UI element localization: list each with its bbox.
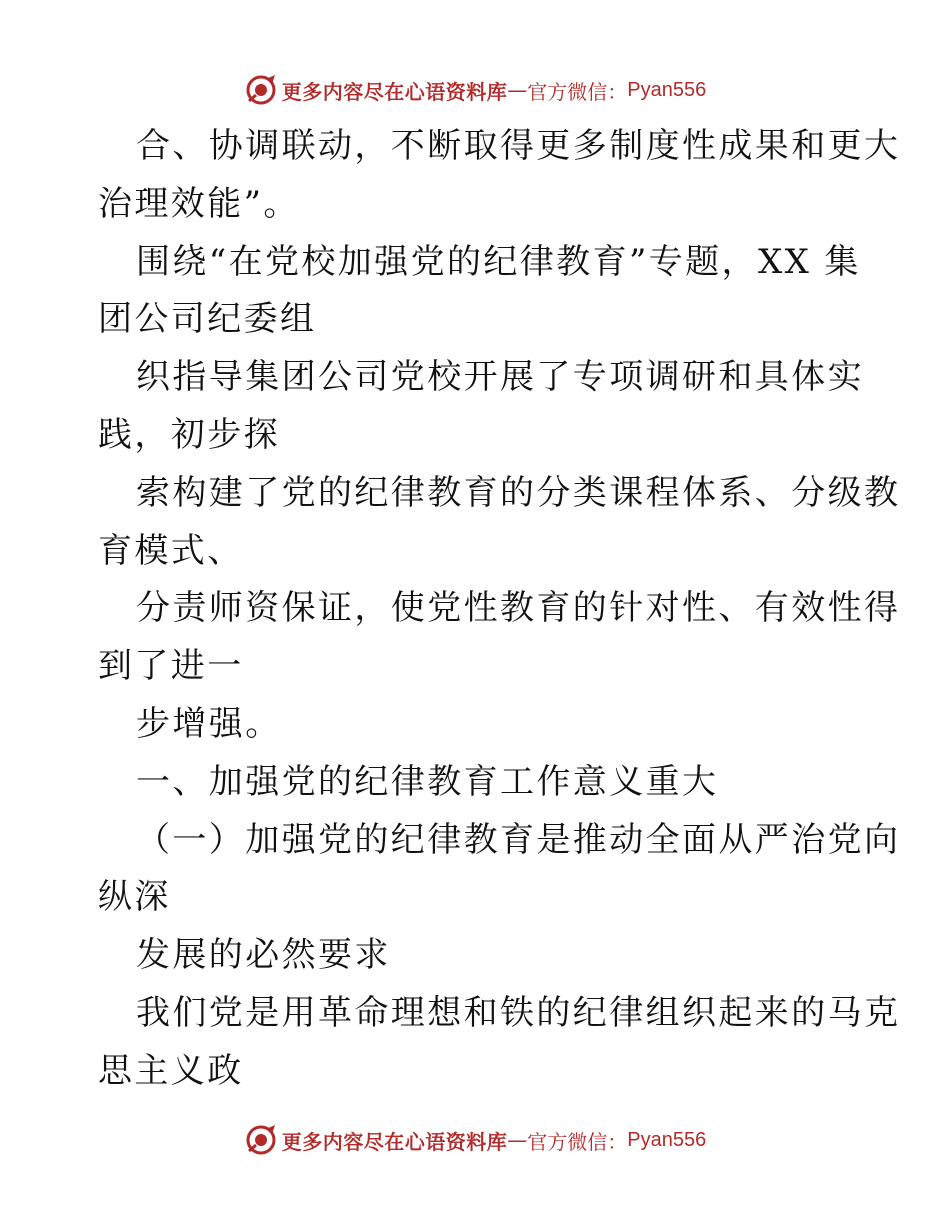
text-line: 思主义政: [98, 1050, 244, 1091]
document-body: [98, 118, 901, 1101]
text-line: 一、加强党的纪律教育工作意义重大: [136, 761, 719, 802]
header-dash: —: [507, 78, 528, 102]
text-line: 治理效能”。: [98, 183, 300, 224]
text-line: 步增强。: [136, 703, 282, 744]
footer-wechat-id: Pyan556: [627, 1128, 707, 1151]
logo-icon: [244, 1123, 278, 1157]
header-banner: [0, 70, 950, 110]
header-banner-text: 更多内容尽在心语资料库: [281, 79, 508, 104]
text-line: 到了进一: [98, 646, 244, 687]
logo-icon: [244, 73, 278, 107]
text-line: （一）加强党的纪律教育是推动全面从严治党向: [136, 819, 901, 860]
text-line: 发展的必然要求: [136, 935, 391, 976]
text-line: 分责师资保证，使党性教育的针对性、有效性得: [136, 588, 901, 629]
text-line: 纵深: [98, 877, 171, 918]
text-line: 践，初步探: [98, 414, 280, 455]
footer-banner: [0, 1120, 950, 1160]
header-wechat-id: Pyan556: [627, 78, 707, 101]
footer-wechat-label: 官方微信：: [527, 1129, 628, 1154]
text-line: 织指导集团公司党校开展了专项调研和具体实: [136, 357, 864, 398]
text-line: 团公司纪委组: [98, 299, 317, 340]
footer-banner-text: 更多内容尽在心语资料库: [281, 1129, 508, 1154]
header-wechat-label: 官方微信：: [527, 79, 628, 104]
footer-dash: —: [507, 1128, 528, 1152]
text-line: 合、协调联动，不断取得更多制度性成果和更大: [136, 126, 901, 166]
text-line: 围绕“在党校加强党的纪律教育”专题，XX 集: [136, 241, 861, 282]
text-line: 育模式、: [98, 530, 244, 571]
text-line: 索构建了党的纪律教育的分类课程体系、分级教: [136, 472, 901, 513]
text-line: 我们党是用革命理想和铁的纪律组织起来的马克: [136, 992, 901, 1033]
